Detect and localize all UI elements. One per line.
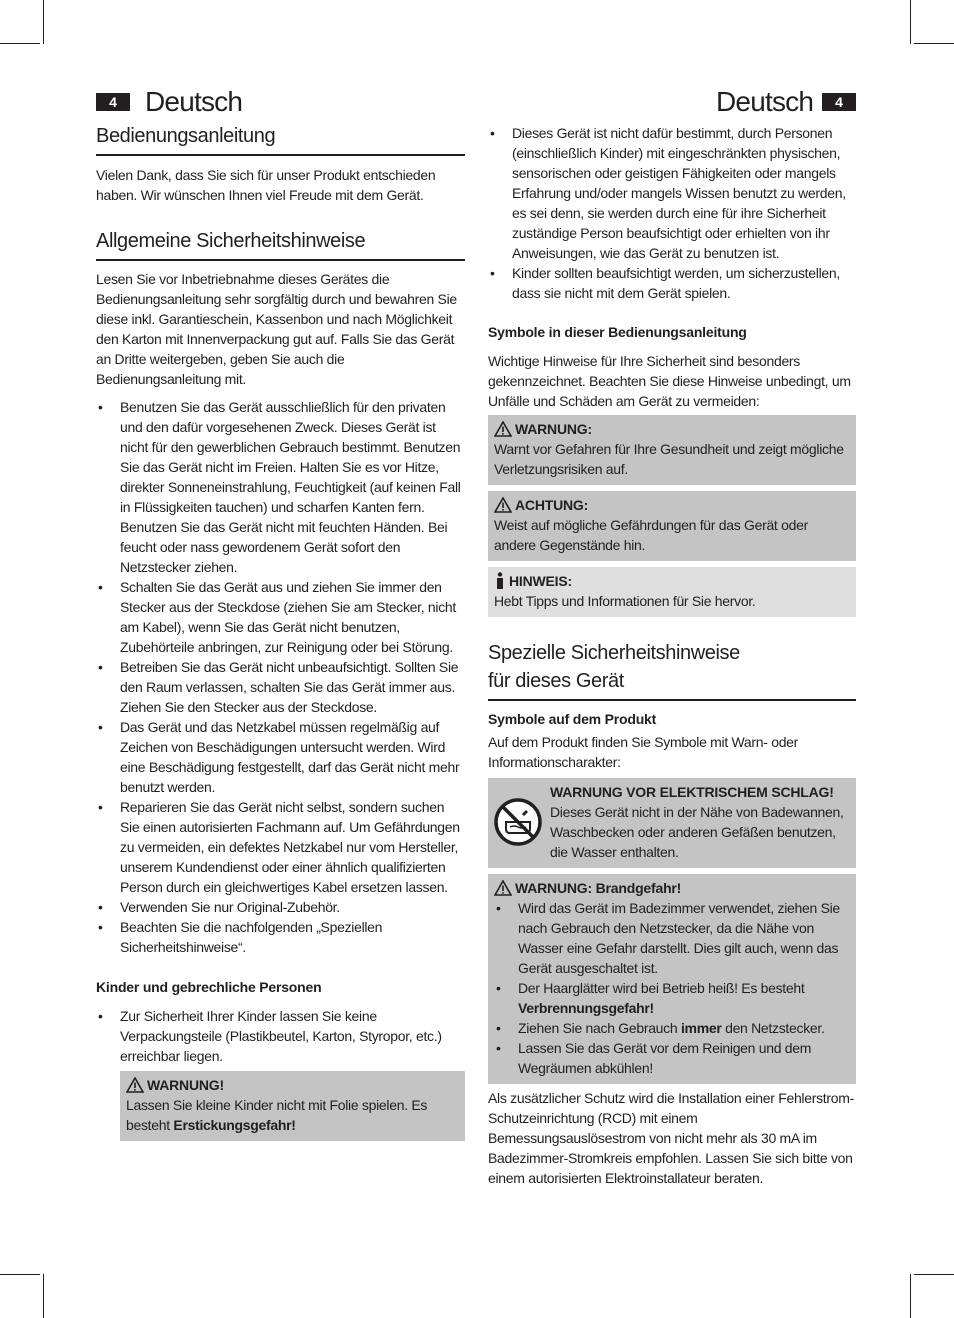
right-column [488,123,856,1188]
note-box-title: HINWEIS: [509,573,572,589]
list-item: • Betreiben Sie das Gerät nicht unbeaufsichtigt. Sollten Sie den Raum verlassen, schalten Sie das Gerät immer aus. Ziehen Sie den Stecker aus der Steckdose. [96,657,465,717]
caution-box-text: Weist auf mögliche Gefährdungen für das Gerät oder andere Gegenstände hin. [494,517,808,553]
list-item: • Dieses Gerät ist nicht dafür bestimmt, durch Personen (einschließlich Kinder) mit eingeschränkten physischen, sensorischen oder geistigen Fähigkeiten oder mangels Erfahrung und/oder mangels Wissen benutzt zu werden, es sei denn, sie werden durch eine für ihre Sicherheit zuständige Person beaufsichtigt oder erhielten von ihr Anweisungen, wie das Gerät zu benutzen ist. [488,123,856,263]
electric-shock-text: Dieses Gerät nicht in der Nähe von Badewannen, Waschbecken oder anderen Gefäßen benutzen, die Wasser enthalten. [550,804,844,860]
electric-shock-title: WARNUNG VOR ELEKTRISCHEM SCHLAG! [550,784,834,800]
list-item: • Reparieren Sie das Gerät nicht selbst, sondern suchen Sie einen autorisierten Fachmann auf. Um Gefährdungen zu vermeiden, ein defektes Netzkabel nur vom Hersteller, unserem Kundendienst oder einer ähnlich qualifizierten Person durch ein gleichwertiges Kabel ersetzen lassen. [96,797,465,897]
language-heading-left: Deutsch [145,86,243,117]
crop-mark [0,1274,40,1275]
list-item: • Das Gerät und das Netzkabel müssen regelmäßig auf Zeichen von Beschädigungen untersucht werden. Wird eine Beschädigung festgestellt, darf das Gerät nicht mehr benutzt werden. [96,717,465,797]
info-icon [494,572,506,590]
warning-triangle-icon [494,880,512,896]
page-number-right: 4 [822,93,856,111]
warning-bold-text: Erstickungsgefahr! [173,1117,296,1133]
crop-mark [0,43,40,44]
general-safety-list [96,397,465,957]
list-item: • Wird das Gerät im Badezimmer verwendet, ziehen Sie nach Gebrauch den Netzstecker, da die Nähe von Wasser eine Gefahr darstellt. Dies gilt auch, wenn das Gerät ausgeschaltet ist. [494,898,850,978]
heading-product-symbols: Symbole auf dem Produkt [488,711,657,727]
warning-box-text [126,1095,459,1135]
heading-children: Kinder und gebrechliche Personen [96,979,322,995]
electric-shock-box [488,778,856,868]
list-item-text: Der Haarglätter wird bei Betrieb heiß! Es besteht [518,980,805,996]
heading-special-safety [488,639,856,701]
heading-special-line-2: für dieses Gerät [488,670,624,692]
product-symbols-paragraph: Auf dem Produkt finden Sie Symbole mit Warn- oder Informationscharakter: [488,734,799,770]
fire-warning-header [494,878,850,898]
list-item: • Beachten Sie die nachfolgenden „Speziellen Sicherheitshinweise“. [96,917,465,957]
list-item: • Schalten Sie das Gerät aus und ziehen Sie immer den Stecker aus der Steckdose (ziehen Sie am Stecker, nicht am Kabel), wenn Sie das Gerät nicht benutzen, Zubehörteile anbringen, zur Reinigung oder bei Störung. [96,577,465,657]
fire-warning-box [488,874,856,1084]
list-item-bold: immer [680,1020,722,1036]
crop-mark [914,43,954,44]
caution-box-title: ACHTUNG: [515,497,589,513]
list-item [494,978,850,1018]
thanks-paragraph: Vielen Dank, dass Sie sich für unser Produkt entschieden haben. Wir wünschen Ihnen viel Freude mit dem Gerät. [96,167,436,203]
note-box-text: Hebt Tipps und Informationen für Sie hervor. [494,593,756,609]
list-item-text: Ziehen Sie nach Gebrauch [518,1020,678,1036]
heading-manual: Bedienungsanleitung [96,122,465,156]
list-item: • Kinder sollten beaufsichtigt werden, um sicherzustellen, dass sie nicht mit dem Gerät spielen. [488,263,856,303]
warning-box-title: WARNUNG! [147,1077,224,1093]
crop-mark [914,1274,954,1275]
warning-triangle-icon [126,1077,144,1093]
warning-box-title: WARNUNG: [515,421,592,437]
fire-warning-title: WARNUNG: Brandgefahr! [515,880,682,896]
list-item: • Zur Sicherheit Ihrer Kinder lassen Sie keine Verpackungsteile (Plastikbeutel, Karton, Styropor, etc.) erreichbar liegen. [96,1006,465,1066]
warning-triangle-icon [494,421,512,437]
children-list [96,1006,465,1066]
warning-box-header [126,1075,459,1095]
list-item [494,1018,850,1038]
symbols-paragraph: Wichtige Hinweise für Ihre Sicherheit sind besonders gekennzeichnet. Beachten Sie diese Hinweise unbedingt, um Unfälle und Schäden am Gerät zu vermeiden: [488,353,851,409]
general-safety-paragraph: Lesen Sie vor Inbetriebnahme dieses Gerätes die Bedienungsanleitung sehr sorgfältig durch und bewahren Sie diese inkl. Garantieschein, Kassenbon und nach Möglichkeit den Karton mit Innenverpackung gut auf. Falls Sie das Gerät an Dritte weitergeben, geben Sie auch die Bedienungsanleitung mit. [96,271,457,387]
list-item: • Lassen Sie das Gerät vor dem Reinigen und dem Wegräumen abkühlen! [494,1038,850,1078]
rcd-paragraph: Als zusätzlicher Schutz wird die Installation einer Fehlerstrom-Schutzeinrichtung (RCD) mit einem Bemessungsauslösestrom von nicht mehr als 30 mA im Badezimmer-Stromkreis empfohlen. Lassen Sie sich bitte von einem autorisierten Elektroinstallateur beraten. [488,1090,854,1186]
list-item-text: den Netzstecker. [725,1020,825,1036]
page-number-left: 4 [96,93,130,111]
warning-box-header [494,419,850,439]
crop-mark [910,0,911,44]
list-item: • Verwenden Sie nur Original-Zubehör. [96,897,465,917]
warning-text: Lassen Sie kleine Kinder nicht mit Folie spielen. Es besteht [126,1097,428,1133]
caution-box [488,491,856,561]
list-item: • Benutzen Sie das Gerät ausschließlich für den privaten und den dafür vorgesehenen Zweck. Dieses Gerät ist nicht für den gewerblichen Gebrauch bestimmt. Benutzen Sie das Gerät nicht im Freien. Halten Sie es vor Hitze, direkter Sonneneinstrahlung, Feuchtigkeit (auf keinen Fall in Flüssigkeiten tauchen) und scharfen Kanten fern. Benutzen Sie das Gerät nicht mit feuchten Händen. Bei feucht oder nass gewordenem Gerät sofort den Netzstecker ziehen. [96,397,465,577]
warning-box-children [120,1071,465,1141]
note-box-header [494,571,850,591]
persons-list [488,123,856,303]
heading-symbols-manual: Symbole in dieser Bedienungsanleitung [488,324,747,340]
note-box [488,567,856,617]
crop-mark [43,1274,44,1318]
warning-box-text: Warnt vor Gefahren für Ihre Gesundheit und zeigt mögliche Verletzungsrisiken auf. [494,441,844,477]
no-water-bath-icon [492,796,544,848]
fire-warning-list [494,898,850,1078]
left-column [96,122,465,1141]
warning-box [488,415,856,485]
heading-special-line-1: Spezielle Sicherheitshinweise [488,642,740,664]
electric-shock-content [550,782,850,862]
list-item-bold: Verbrennungsgefahr! [518,1000,654,1016]
caution-box-header [494,495,850,515]
heading-general-safety: Allgemeine Sicherheitshinweise [96,227,465,261]
crop-mark [43,0,44,44]
warning-triangle-icon [494,497,512,513]
crop-mark [910,1274,911,1318]
language-heading-right: Deutsch [716,86,814,117]
